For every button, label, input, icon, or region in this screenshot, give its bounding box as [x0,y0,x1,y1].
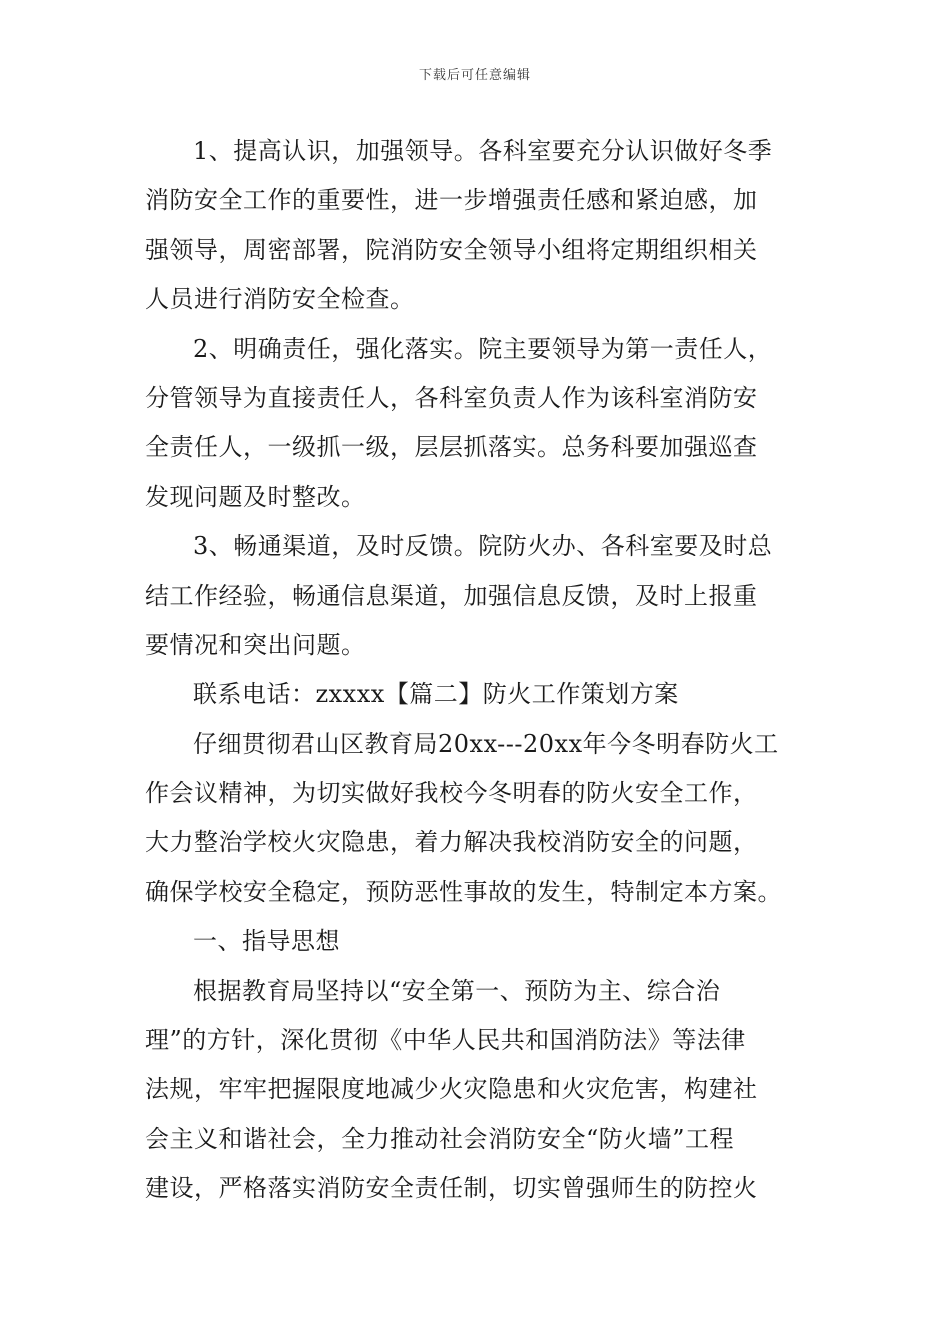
paragraph-line: 根据教育局坚持以“安全第一、预防为主、综合治 [193,976,721,1005]
paragraph-line: 结工作经验，畅通信息渠道，加强信息反馈，及时上报重 [145,581,758,610]
paragraph-line: 人员进行消防安全检查。 [145,285,415,314]
paragraph-line: 理”的方针，深化贯彻《中华人民共和国消防法》等法律 [145,1026,746,1055]
paragraph-line: 强领导，周密部署，院消防安全领导小组将定期组织相关 [145,235,758,264]
section-heading: 一、指导思想 [193,927,340,956]
paragraph-line: 作会议精神，为切实做好我校今冬明春的防火安全工作， [145,779,758,808]
paragraph-line: 大力整治学校火灾隐患，着力解决我校消防安全的问题， [145,828,758,857]
paragraph-line: 发现问题及时整改。 [145,482,366,511]
paragraph-line: 法规，牢牢把握限度地减少火灾隐患和火灾危害，构建社 [145,1075,758,1104]
paragraph-line: 2、明确责任，强化落实。院主要领导为第一责任人， [193,334,773,363]
paragraph-line: 会主义和谐社会，全力推动社会消防安全“防火墙”工程 [145,1124,735,1153]
paragraph-line: 1、提高认识，加强领导。各科室要充分认识做好冬季 [193,137,773,165]
paragraph-line: 消防安全工作的重要性，进一步增强责任感和紧迫感，加 [145,186,758,215]
document-body [145,127,810,1214]
paragraph-line: 仔细贯彻君山区教育局20xx---20xx年今冬明春防火工 [193,729,779,758]
paragraph-line: 3、畅通渠道，及时反馈。院防火办、各科室要及时总 [193,532,773,561]
paragraph-line: 建设，严格落实消防安全责任制，切实曾强师生的防控火 [145,1174,758,1203]
paragraph-line: 要情况和突出问题。 [145,630,366,659]
page-header: 下载后可任意编辑 [418,68,531,83]
paragraph-line: 确保学校安全稳定，预防恶性事故的发生，特制定本方案。 [145,877,782,906]
paragraph-line: 分管领导为直接责任人，各科室负责人作为该科室消防安 [145,383,758,412]
contact-line: 联系电话：zxxxx【篇二】防火工作策划方案 [193,680,679,709]
paragraph-line: 全责任人，一级抓一级，层层抓落实。总务科要加强巡查 [145,433,758,462]
